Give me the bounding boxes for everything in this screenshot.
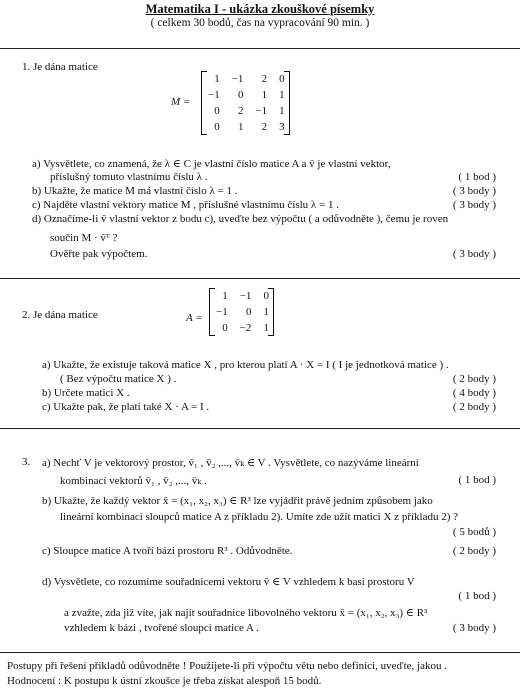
divider bbox=[0, 652, 520, 653]
task2-item-a: a) Ukažte, že existuje taková matice X , pro kterou platí A · X = I ( I je jednotková matice ) . bbox=[42, 359, 449, 371]
matrix-M-cell: 2 bbox=[261, 73, 268, 85]
matrix-A-cell: −2 bbox=[239, 322, 252, 334]
task1-item-c-points: ( 3 body ) bbox=[452, 199, 496, 211]
matrix-M-cell: 1 bbox=[214, 73, 220, 85]
task3-item-d-cont: a zvažte, zda již víte, jak najít souřadnice libovolného vektoru x̄ = (x₁, x₂, x₃) ∈ R³ bbox=[64, 607, 428, 619]
matrix-M-cell: −1 bbox=[255, 105, 268, 117]
task1-item-a-points: ( 1 bod ) bbox=[458, 171, 496, 183]
task1-item-c: c) Najděte vlastní vektory matice M , příslušné vlastnímu číslu λ = 1 . bbox=[32, 199, 339, 211]
task3-label: 3. bbox=[22, 456, 31, 468]
task2-item-c: c) Ukažte pak, že platí také X · A = I . bbox=[42, 401, 210, 413]
divider bbox=[0, 428, 520, 429]
task2-label: 2. Je dána matice bbox=[22, 309, 98, 321]
task3-item-d: d) Vysvětlete, co rozumíme souřadnicemi vektoru v̄ ∈ V vzhledem k basi prostoru V bbox=[42, 576, 415, 588]
matrix-M bbox=[201, 71, 290, 135]
footer-grading: Hodnocení : K postupu k ústní zkoušce je třeba získat alespoň 15 bodů. bbox=[7, 675, 322, 687]
task3-item-b-cont: lineární kombinaci sloupců matice A z příkladu 2). Umíte zde užít matici X z příkladu 2) ? bbox=[60, 511, 459, 523]
matrix-M-cell: 3 bbox=[279, 121, 285, 133]
task3-item-a: a) Nechť V je vektorový prostor, v̄₁ , v̄₂ ,..., v̄ₖ ∈ V . Vysvětlete, co nazýváme lineární bbox=[42, 457, 419, 469]
task1-item-a: a) Vysvětlete, co znamená, že λ ∈ C je vlastní číslo matice A a v̄ je vlastní vektor, bbox=[32, 158, 391, 170]
task3-item-b-points: ( 5 bodů ) bbox=[452, 526, 496, 538]
matrix-M-cell: 0 bbox=[214, 105, 220, 117]
matrix-M-name: M = bbox=[171, 96, 191, 108]
matrix-A-cell: 1 bbox=[222, 290, 228, 302]
task3-item-a-points: ( 1 bod ) bbox=[458, 474, 496, 486]
task3-item-d-points-a: ( 1 bod ) bbox=[458, 590, 496, 602]
matrix-M-cell: −1 bbox=[208, 89, 220, 101]
matrix-A-cell: −1 bbox=[239, 290, 252, 302]
task3-item-a-cont: kombinací vektorů v̄₁ , v̄₂ ,..., v̄ₖ . bbox=[60, 475, 207, 487]
matrix-M-cell: 0 bbox=[214, 121, 220, 133]
task1-item-d-points: ( 3 body ) bbox=[452, 248, 496, 260]
task1-item-a-cont: příslušný tomuto vlastnímu číslu λ . bbox=[50, 171, 208, 183]
footer-note: Postupy při řešení příkladů odůvodněte ! Použijete-li při výpočtu větu nebo definici, uveďte, jakou . bbox=[7, 660, 447, 672]
divider bbox=[0, 48, 520, 49]
task1-item-b-points: ( 3 body ) bbox=[452, 185, 496, 197]
matrix-M-cell: 2 bbox=[261, 121, 268, 133]
matrix-A-cell: 1 bbox=[263, 306, 269, 318]
task2-item-a-points: ( 2 body ) bbox=[452, 373, 496, 385]
matrix-M-cell: 1 bbox=[237, 121, 244, 133]
task3-item-c-points: ( 2 body ) bbox=[452, 545, 496, 557]
task3-item-d-cont2: vzhledem k bázi , tvořené sloupci matice A . bbox=[64, 622, 259, 634]
matrix-M-cell: −1 bbox=[231, 73, 244, 85]
divider bbox=[0, 278, 520, 279]
matrix-A-name: A = bbox=[186, 312, 203, 324]
matrix-A-cell: 1 bbox=[263, 322, 269, 334]
task2-item-b-points: ( 4 body ) bbox=[452, 387, 496, 399]
task2-item-a-cont: ( Bez výpočtu matice X ) . bbox=[60, 373, 177, 385]
matrix-A-cell: 0 bbox=[222, 322, 228, 334]
matrix-A-cell: 0 bbox=[263, 290, 269, 302]
matrix-A-cell: −1 bbox=[216, 306, 228, 318]
task2-item-c-points: ( 2 body ) bbox=[452, 401, 496, 413]
task1-label: 1. Je dána matice bbox=[22, 61, 98, 73]
exam-title: Matematika I - ukázka zkouškové písemky bbox=[145, 2, 375, 16]
matrix-M-cell: 0 bbox=[237, 89, 244, 101]
task1-item-d-cont2: Ověřte pak výpočtem. bbox=[50, 248, 148, 260]
task3-item-b: b) Ukažte, že každý vektor x̄ = (x₁, x₂, x₃) ∈ R³ lze vyjádřit právě jedním způsobem jako bbox=[42, 495, 433, 507]
task1-item-d-cont: součin M · v̄ᵀ ? bbox=[50, 232, 118, 244]
task3-item-c: c) Sloupce matice A tvoří bázi prostoru R³ . Odůvodněte. bbox=[42, 545, 293, 557]
matrix-A-cell: 0 bbox=[245, 306, 252, 318]
exam-subtitle: ( celkem 30 bodů, čas na vypracování 90 min. ) bbox=[150, 17, 370, 29]
matrix-M-cell: 0 bbox=[279, 73, 285, 85]
task2-item-b: b) Určete matici X . bbox=[42, 387, 130, 399]
task3-item-d-points: ( 3 body ) bbox=[452, 622, 496, 634]
task1-item-d: d) Označíme-li v̄ vlastní vektor z bodu c), uveďte bez výpočtu ( a odůvodněte ), čemu je roven bbox=[32, 213, 449, 225]
matrix-M-cell: 2 bbox=[237, 105, 244, 117]
task1-item-b: b) Ukažte, že matice M má vlastní číslo λ = 1 . bbox=[32, 185, 238, 197]
matrix-M-cell: 1 bbox=[279, 105, 285, 117]
matrix-A bbox=[209, 288, 274, 336]
matrix-M-cell: 1 bbox=[261, 89, 268, 101]
matrix-M-cell: 1 bbox=[279, 89, 285, 101]
